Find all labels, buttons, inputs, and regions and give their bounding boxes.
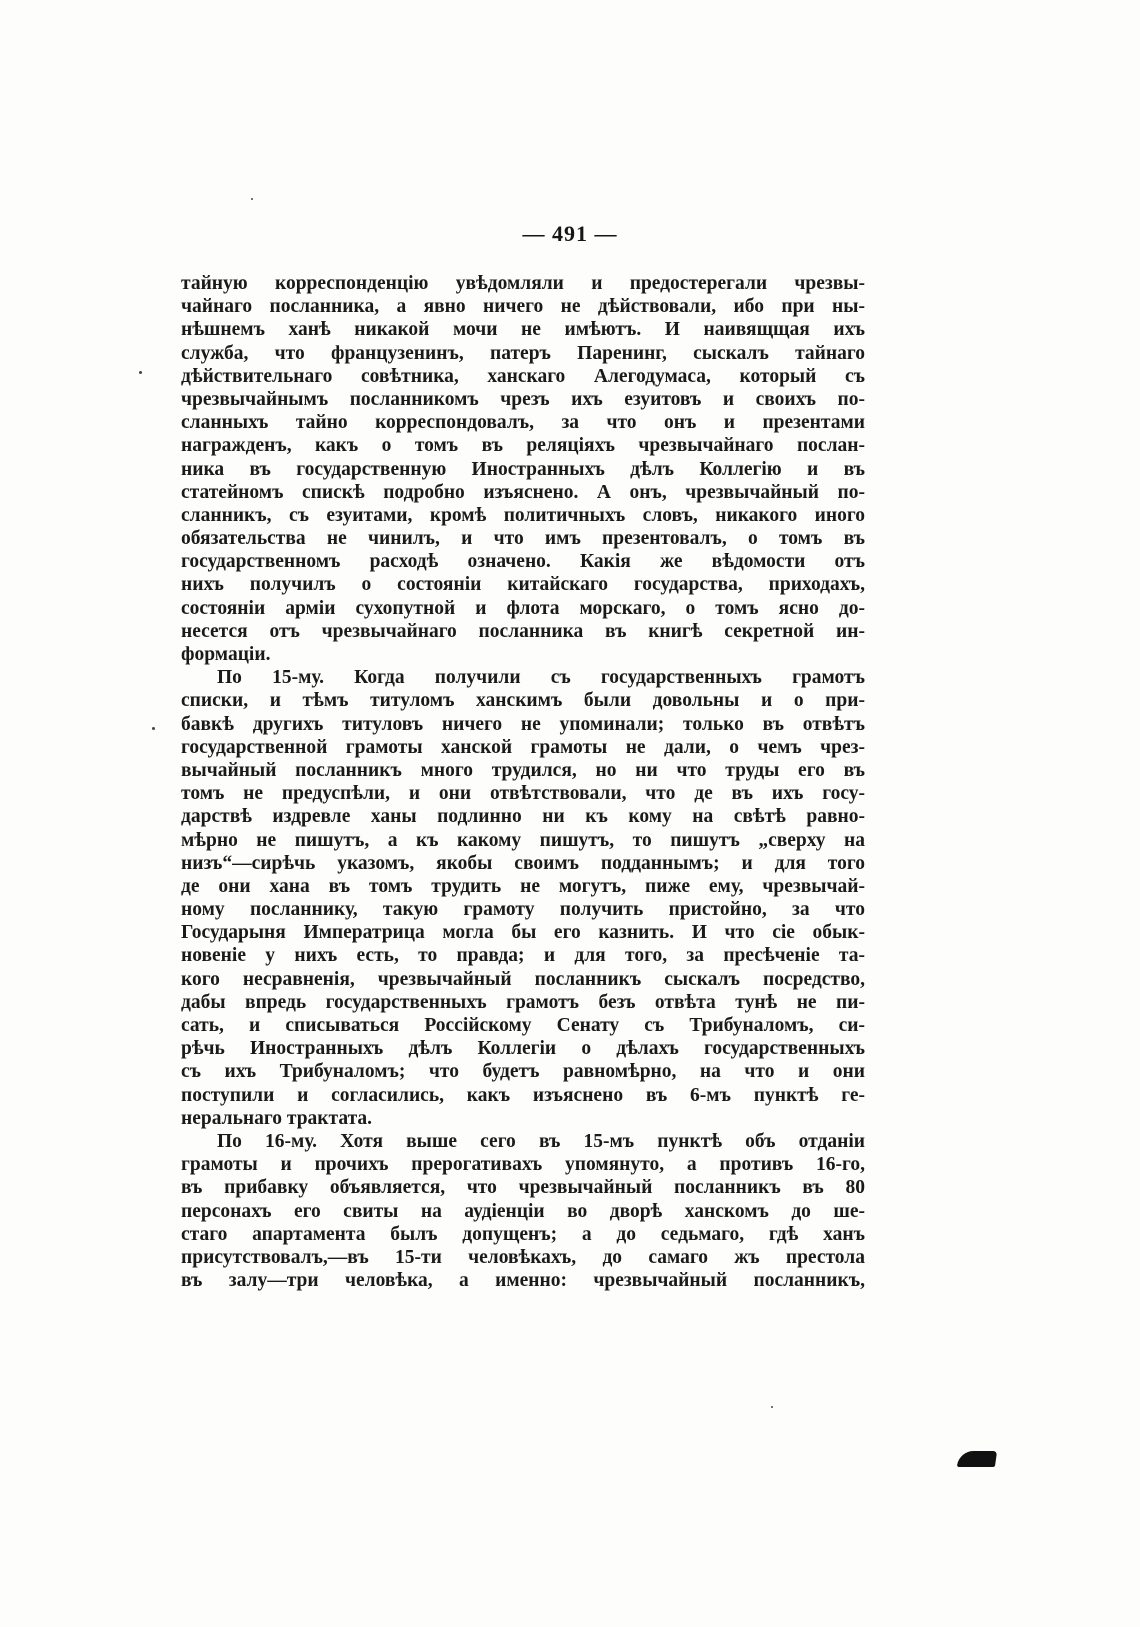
text-line: государственной грамоты ханской грамоты не дали, о чемъ чрез- xyxy=(181,736,865,758)
text-line: государственномъ расходѣ означено. Какія же вѣдомости отъ xyxy=(181,551,865,573)
text-line: стаго апартамента былъ допущенъ; а до седьмаго, гдѣ ханъ xyxy=(181,1223,865,1245)
text-line: кого несравненія, чрезвычайный посланникъ сыскалъ посредство, xyxy=(181,968,865,990)
ink-blot-mark xyxy=(957,1451,997,1467)
scan-speck xyxy=(139,371,142,374)
text-line: грамоты и прочихъ прерогативахъ упомянуто, а противъ 16-го, xyxy=(181,1154,865,1176)
scan-speck xyxy=(771,1406,773,1408)
text-line: въ прибавку объявляется, что чрезвычайный посланникъ въ 80 xyxy=(181,1177,865,1199)
text-line: присутствовалъ,—въ 15-ти человѣкахъ, до самаго жъ престола xyxy=(181,1246,865,1268)
text-line: нѣшнемъ ханѣ никакой мочи не имѣютъ. И наивящщая ихъ xyxy=(181,319,865,341)
paragraph-2 xyxy=(181,666,865,1130)
text-line: поступили и согласились, какъ изъяснено въ 6-мъ пунктѣ ге- xyxy=(181,1084,865,1106)
text-line: несется отъ чрезвычайнаго посланника въ книгѣ секретной ин- xyxy=(181,620,865,642)
text-line: нихъ получилъ о состояніи китайскаго государства, приходахъ, xyxy=(181,574,865,596)
text-line: персонахъ его свиты на аудіенціи во дворѣ ханскомъ до ше- xyxy=(181,1200,865,1222)
text-line: вычайный посланникъ много трудился, но ни что труды его въ xyxy=(181,759,865,781)
text-line: рѣчь Иностранныхъ дѣлъ Коллегіи о дѣлахъ государственныхъ xyxy=(181,1038,865,1060)
text-line: низъ“—сирѣчь указомъ, якобы своимъ подданнымъ; и для того xyxy=(181,852,865,874)
text-line: обязательства не чинилъ, и что имъ презентовалъ, о томъ въ xyxy=(181,528,865,550)
paragraph-3 xyxy=(181,1130,865,1292)
paragraph-1 xyxy=(181,272,865,666)
text-line: дѣйствительнаго совѣтника, ханскаго Алегодумаса, который съ xyxy=(181,365,865,387)
text-line: ному посланнику, такую грамоту получить пристойно, за что xyxy=(181,899,865,921)
text-line: По 16-му. Хотя выше сего въ 15-мъ пунктѣ объ отданіи xyxy=(217,1130,865,1152)
text-line: бавкѣ другихъ титуловъ ничего не упоминали; только въ отвѣтъ xyxy=(181,713,865,735)
text-line: дабы впредь государственныхъ грамотъ безъ отвѣта тунѣ не пи- xyxy=(181,991,865,1013)
page-number: — 491 — xyxy=(522,221,618,246)
text-line: чайнаго посланника, а явно ничего не дѣйствовали, ибо при ны- xyxy=(181,296,865,318)
text-line: сланникъ, съ езуитами, кромѣ политичныхъ словъ, никакого иного xyxy=(181,504,865,526)
text-line: съ ихъ Трибуналомъ; что будетъ равномѣрно, на что и они xyxy=(181,1061,865,1083)
text-line: тайную корреспонденцію увѣдомляли и предостерегали чрезвы- xyxy=(181,273,865,294)
text-line: новеніе у нихъ есть, то правда; и для того, за пресѣченіе та- xyxy=(181,945,865,967)
text-line: сланныхъ тайно корреспондовалъ, за что онъ и презентами xyxy=(181,412,865,434)
text-line: ника въ государственную Иностранныхъ дѣлъ Коллегію и въ xyxy=(181,458,865,480)
text-line: служба, что французенинъ, патеръ Паренинг, сыскалъ тайнаго xyxy=(181,342,865,364)
text-line: награжденъ, какъ о томъ въ реляціяхъ чрезвычайнаго послан- xyxy=(181,435,865,457)
text-line: чрезвычайнымъ посланникомъ чрезъ ихъ езуитовъ и своихъ по- xyxy=(181,388,865,410)
text-line: томъ не предуспѣли, и они отвѣтствовали, что де въ ихъ госу- xyxy=(181,783,865,805)
text-line: неральнаго трактата. xyxy=(181,1107,373,1129)
text-line: дарствѣ издревле ханы подлинно ни къ кому на свѣтѣ равно- xyxy=(181,806,865,828)
text-line: въ залу—три человѣка, а именно: чрезвычайный посланникъ, xyxy=(181,1270,865,1292)
text-line: списки, и тѣмъ титуломъ ханскимъ были довольны и о при- xyxy=(181,690,865,712)
scan-speck xyxy=(251,198,253,200)
text-line: мѣрно не пишутъ, а къ какому пишутъ, то пишутъ „сверху на xyxy=(181,829,865,851)
text-line: статейномъ спискѣ подробно изъяснено. А онъ, чрезвычайный по- xyxy=(181,481,865,503)
text-line: По 15-му. Когда получили съ государственныхъ грамотъ xyxy=(217,667,865,689)
text-line: сать, и списываться Россійскому Сенату съ Трибуналомъ, си- xyxy=(181,1015,865,1036)
text-line: состояніи арміи сухопутной и флота морскаго, о томъ ясно до- xyxy=(181,597,865,619)
scan-speck xyxy=(152,727,155,730)
text-line: Государыня Императрица могла бы его казнить. И что сіе обык- xyxy=(181,922,865,944)
text-line: формаціи. xyxy=(181,644,271,665)
body-text xyxy=(181,272,865,1292)
text-line: де они хана въ томъ трудить не могутъ, пиже ему, чрезвычай- xyxy=(181,875,865,897)
